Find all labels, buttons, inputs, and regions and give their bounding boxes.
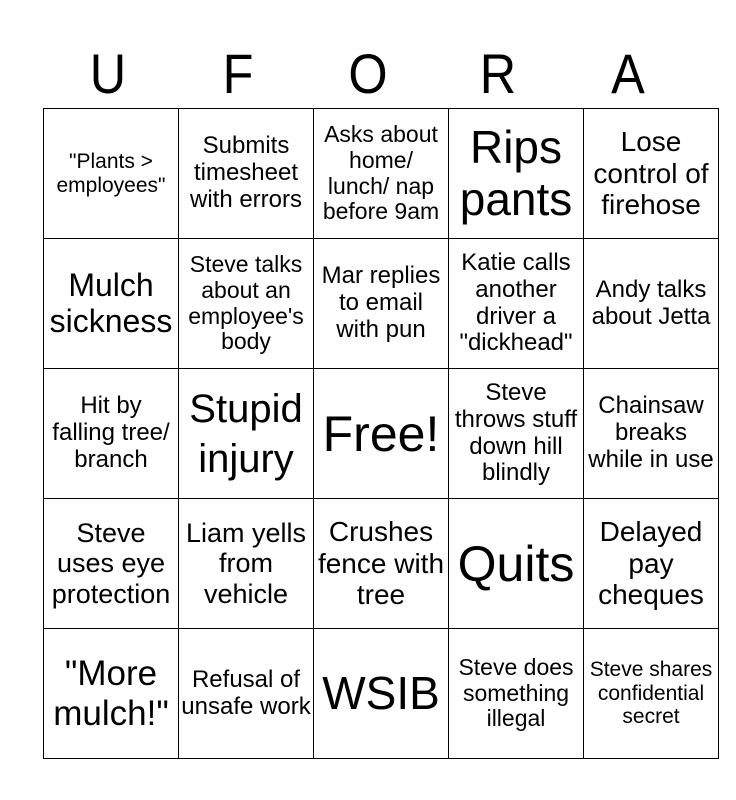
bingo-cell[interactable] — [179, 499, 314, 629]
cell-text: Steve does something illegal — [458, 653, 574, 732]
header-letter-r: R — [479, 42, 517, 105]
bingo-cell[interactable] — [179, 109, 314, 239]
bingo-cell[interactable] — [179, 629, 314, 759]
bingo-cell[interactable] — [449, 239, 584, 369]
header-letter-u: U — [89, 42, 127, 105]
cell-text: Asks about home/ lunch/ nap before 9am — [322, 121, 440, 225]
bingo-cell[interactable] — [314, 629, 449, 759]
grid-row — [44, 369, 719, 499]
cell-text: Steve throws stuff down hill blindly — [454, 378, 578, 487]
cell-text: Delayed pay cheques — [598, 516, 704, 611]
header-letter-a: A — [611, 42, 645, 105]
grid-row — [44, 109, 719, 239]
grid-row — [44, 629, 719, 759]
cell-text: Chainsaw breaks while in use — [588, 392, 714, 473]
bingo-cell[interactable] — [314, 109, 449, 239]
cell-text: Stupid injury — [189, 386, 303, 481]
cell-text: Steve talks about an employee's body — [188, 251, 304, 355]
cell-text: "Plants > employees" — [56, 149, 166, 197]
bingo-cell[interactable] — [44, 629, 179, 759]
bingo-cell[interactable] — [449, 499, 584, 629]
cell-text: Free! — [322, 405, 440, 462]
grid-row — [44, 239, 719, 369]
bingo-grid — [43, 108, 719, 759]
header-letter-o: O — [348, 42, 388, 105]
cell-text: Andy talks about Jetta — [591, 275, 711, 330]
bingo-cell[interactable] — [584, 239, 719, 369]
cell-text: Mulch sickness — [49, 266, 173, 339]
cell-text: Hit by falling tree/ branch — [52, 392, 170, 473]
bingo-cell[interactable] — [179, 239, 314, 369]
bingo-cell[interactable] — [584, 499, 719, 629]
cell-text: Steve uses eye protection — [51, 518, 171, 609]
cell-text: "More mulch!" — [53, 654, 169, 733]
cell-text: WSIB — [322, 666, 440, 719]
grid-row — [44, 499, 719, 629]
cell-text: Submits timesheet with errors — [189, 132, 303, 213]
cell-text: Katie calls another driver a "dickhead" — [459, 248, 573, 357]
bingo-cell[interactable] — [314, 499, 449, 629]
bingo-cell[interactable] — [44, 499, 179, 629]
bingo-cell[interactable] — [449, 629, 584, 759]
bingo-header — [43, 40, 693, 108]
bingo-cell[interactable] — [44, 369, 179, 499]
header-letter-f: F — [222, 42, 254, 105]
cell-text: Crushes fence with tree — [317, 516, 445, 611]
cell-text: Steve shares confidential secret — [589, 658, 713, 729]
bingo-cell[interactable] — [449, 109, 584, 239]
cell-text: Mar replies to email with pun — [321, 262, 441, 343]
free-space-cell[interactable] — [314, 369, 449, 499]
bingo-cell[interactable] — [314, 239, 449, 369]
cell-text: Quits — [457, 535, 575, 592]
bingo-cell[interactable] — [44, 109, 179, 239]
cell-text: Rips pants — [459, 120, 573, 225]
cell-text: Liam yells from vehicle — [185, 518, 307, 609]
cell-text: Refusal of unsafe work — [181, 665, 311, 720]
cell-text: Lose control of firehose — [593, 126, 709, 221]
bingo-cell[interactable] — [584, 629, 719, 759]
bingo-cell[interactable] — [179, 369, 314, 499]
bingo-cell[interactable] — [584, 109, 719, 239]
bingo-cell[interactable] — [584, 369, 719, 499]
bingo-cell[interactable] — [449, 369, 584, 499]
bingo-cell[interactable] — [44, 239, 179, 369]
